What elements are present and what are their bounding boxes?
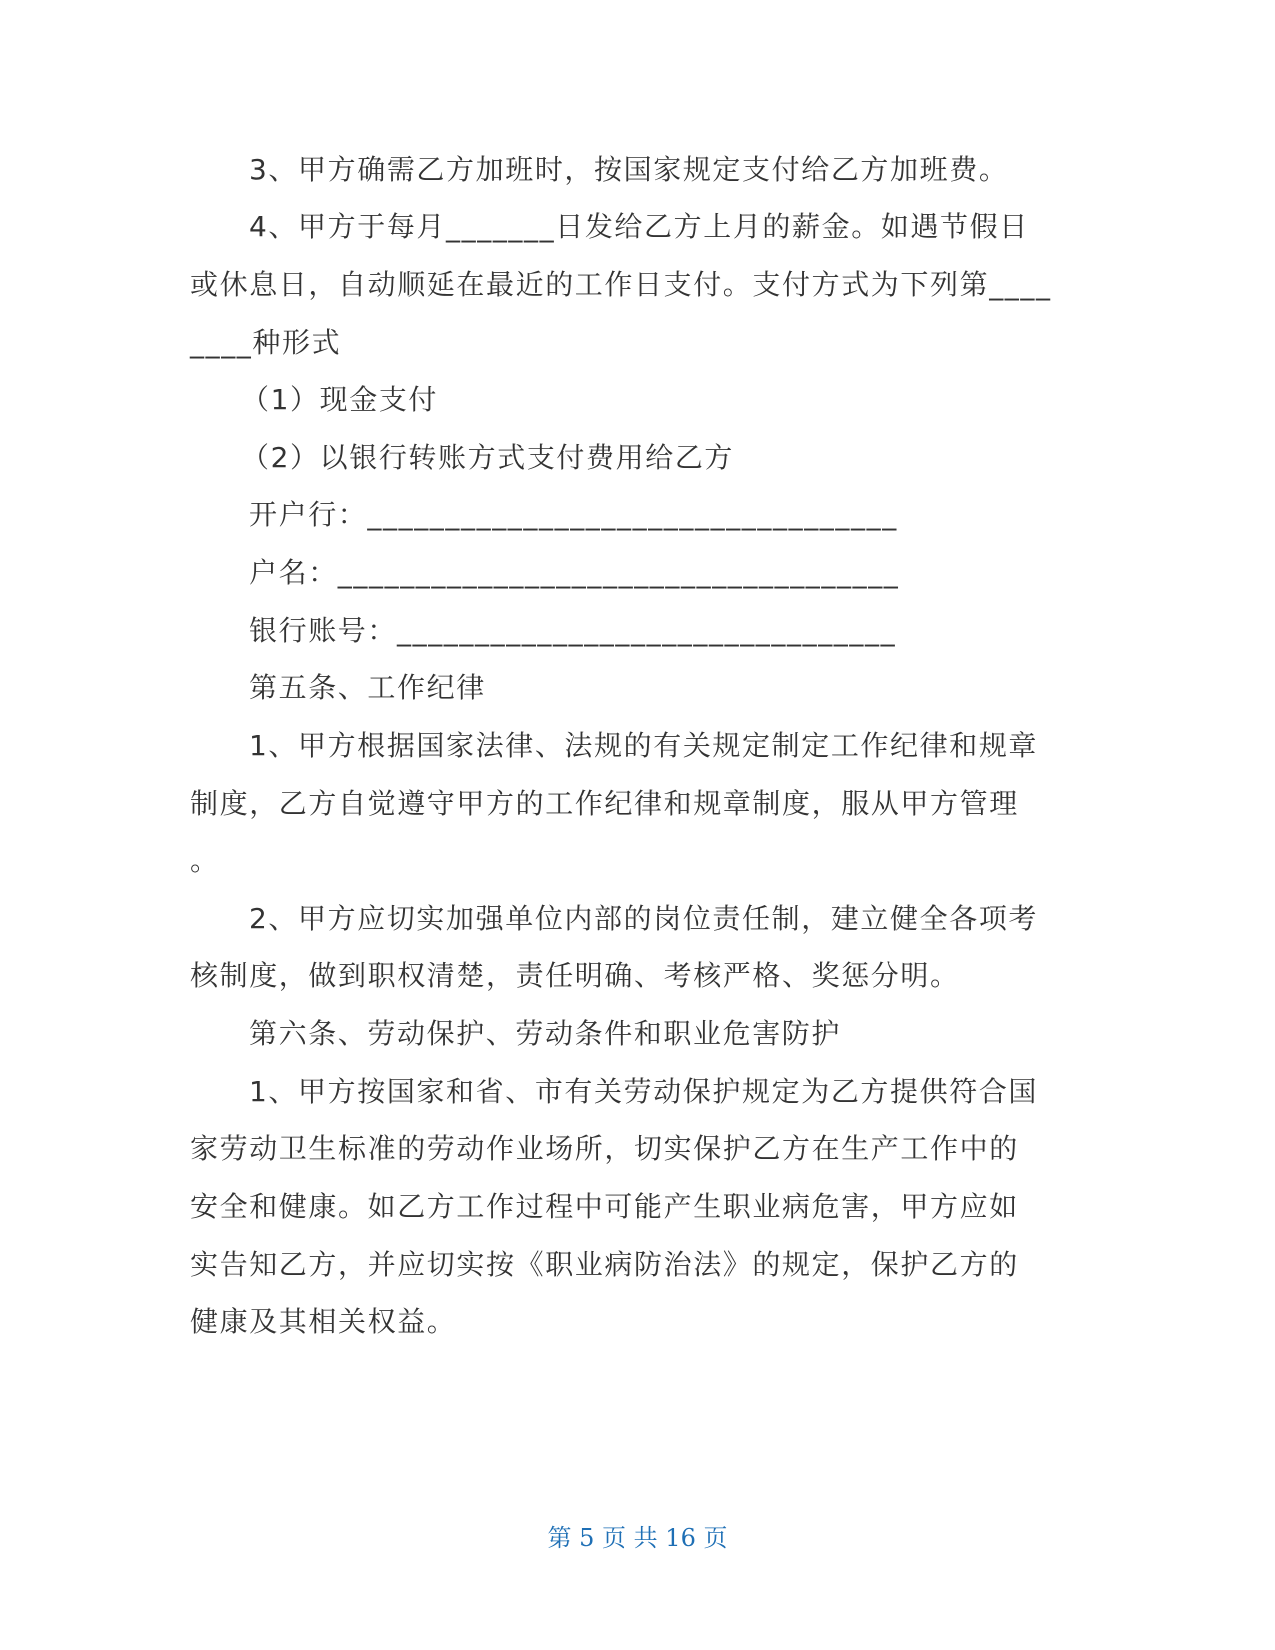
- paragraph-line: 2、甲方应切实加强单位内部的岗位责任制，建立健全各项考: [249, 902, 1039, 935]
- paragraph-line: 3、甲方确需乙方加班时，按国家规定支付给乙方加班费。: [249, 153, 1009, 186]
- account-number-field: 银行账号：________________________________: [249, 614, 897, 647]
- paragraph-line: 实告知乙方，并应切实按《职业病防治法》的规定，保护乙方的: [190, 1248, 1019, 1281]
- account-holder-field: 户名：____________________________________: [249, 556, 900, 589]
- paragraph-line: 。: [190, 844, 220, 877]
- paragraph-line: 核制度，做到职权清楚，责任明确、考核严格、奖惩分明。: [190, 959, 960, 992]
- list-item: （1）现金支付: [241, 383, 439, 416]
- section-heading: 第五条、工作纪律: [249, 671, 486, 704]
- paragraph-line: 安全和健康。如乙方工作过程中可能产生职业病危害，甲方应如: [190, 1190, 1019, 1223]
- bank-name-field: 开户行：__________________________________: [249, 498, 898, 531]
- paragraph-line: 1、甲方根据国家法律、法规的有关规定制定工作纪律和规章: [249, 729, 1039, 762]
- paragraph-line: 家劳动卫生标准的劳动作业场所，切实保护乙方在生产工作中的: [190, 1132, 1019, 1165]
- section-heading: 第六条、劳动保护、劳动条件和职业危害防护: [249, 1017, 842, 1050]
- paragraph-line: 1、甲方按国家和省、市有关劳动保护规定为乙方提供符合国: [249, 1075, 1039, 1108]
- list-item: （2）以银行转账方式支付费用给乙方: [241, 441, 735, 474]
- paragraph-line: 4、甲方于每月_______日发给乙方上月的薪金。如遇节假日: [249, 210, 1029, 243]
- paragraph-line: ____种形式: [190, 326, 342, 359]
- page-number: 第 5 页 共 16 页: [547, 1524, 728, 1552]
- paragraph-line: 健康及其相关权益。: [190, 1305, 457, 1338]
- paragraph-line: 或休息日，自动顺延在最近的工作日支付。支付方式为下列第____: [190, 268, 1052, 301]
- paragraph-line: 制度，乙方自觉遵守甲方的工作纪律和规章制度，服从甲方管理: [190, 787, 1019, 820]
